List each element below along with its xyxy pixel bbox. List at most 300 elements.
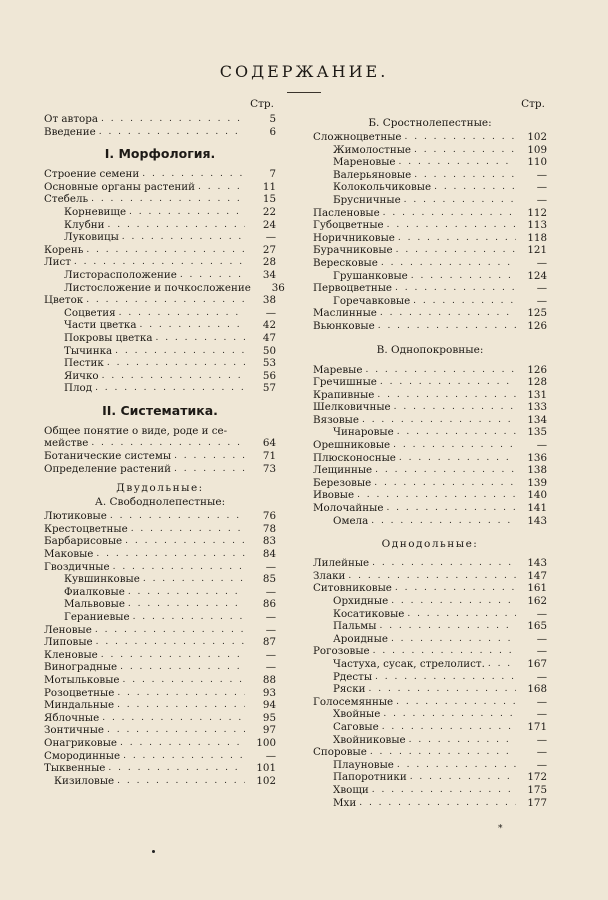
toc-entry-page: 161 [527,582,547,595]
leader-dots [96,548,245,561]
leader-dots [133,611,245,624]
leader-dots [380,376,516,389]
toc-entry [313,401,547,414]
toc-entry [44,737,276,750]
toc-entry [44,126,276,139]
leader-dots [375,671,516,684]
toc-entry-page: 135 [527,426,547,439]
toc-entry-page: 50 [262,344,276,357]
toc-entry-title: Яблочные [44,711,100,724]
toc-entry [313,489,547,502]
leader-dots [155,332,245,345]
leader-dots [407,608,516,621]
toc-entry-page: — [265,749,276,762]
toc-entry-title: Березовые [313,476,372,489]
toc-entry [44,598,276,611]
toc-entry-page: 93 [262,686,276,699]
leader-dots [110,510,245,523]
toc-entry [313,477,547,490]
toc-entry-title: Соцветия [64,306,116,319]
leader-dots [117,687,245,700]
leader-dots [380,307,516,320]
toc-entry [44,762,276,775]
toc-entry-page: — [536,168,547,181]
toc-entry [313,570,547,583]
toc-entry [44,687,276,700]
toc-entry-title: Маковые [44,548,94,561]
toc-entry-title: Крапивные [313,388,375,401]
toc-entry-page: 102 [256,774,276,787]
leader-dots [128,598,245,611]
page-column-label: Стр. [521,98,545,110]
toc-entry-page: — [536,670,547,683]
toc-entry [313,439,547,452]
fused-petal-list [313,131,547,333]
toc-entry-title: Листосложение и почкосложение [64,281,251,294]
toc-entry-title: Жимолостные [333,143,411,156]
free-petal-list [44,510,276,787]
toc-entry-page: 56 [262,369,276,382]
toc-entry-title: От автора [44,113,98,125]
toc-entry-title: Злаки [313,569,346,582]
leader-dots [370,746,516,759]
toc-entry [313,671,547,684]
leader-dots [122,231,245,244]
toc-entry [44,450,276,463]
systematics-list [44,437,276,475]
toc-entry [44,307,276,320]
toc-entry-page: 110 [527,156,547,169]
footnote-mark: * [498,824,503,834]
toc-entry-page: — [536,632,547,645]
toc-entry-page: 128 [527,376,547,389]
toc-entry-page: — [265,648,276,661]
leader-dots [409,734,516,747]
toc-entry-page: 139 [527,476,547,489]
leader-dots [399,156,516,169]
toc-entry [44,437,276,450]
toc-entry-page: — [536,439,547,452]
morphology-list [44,168,285,395]
toc-entry-page: 7 [269,168,276,181]
leader-dots [375,464,516,477]
toc-entry-page: — [536,282,547,295]
toc-entry-page: 11 [262,180,276,193]
toc-entry-page: — [536,695,547,708]
leader-dots [91,437,245,450]
toc-entry-title: Хвойниковые [333,733,406,746]
toc-entry-page: 42 [262,319,276,332]
toc-entry [44,535,276,548]
toc-entry [313,270,547,283]
toc-entry-title: Гераниевые [64,611,130,623]
toc-entry-page: 109 [527,143,547,156]
toc-entry-page: — [536,733,547,746]
toc-entry-page: 22 [262,205,276,218]
toc-entry-title: Корневище [64,205,127,218]
leader-dots [86,244,245,257]
leader-dots [174,463,245,476]
toc-entry-title: Листорасположение [64,268,177,281]
toc-entry [44,724,276,737]
toc-entry-title: Фиалковые [64,585,125,598]
toc-entry [313,464,547,477]
leader-dots [373,645,516,658]
toc-entry-page: — [265,623,276,636]
toc-entry-page: 126 [527,319,547,332]
toc-entry-page: 83 [262,535,276,548]
toc-entry [44,345,276,358]
leader-dots [369,683,517,696]
toc-entry-title: Клубни [64,218,105,231]
toc-entry-title: Горечавковые [333,294,411,307]
toc-entry-page: 138 [527,464,547,477]
monocot-list [313,557,547,809]
leader-dots [398,232,516,245]
leader-dots [102,370,245,383]
toc-entry [313,595,547,608]
toc-entry [44,294,276,307]
leader-dots [113,561,245,574]
toc-entry-title: Гвоздичные [44,560,110,573]
leader-dots [115,345,245,358]
leader-dots [488,658,516,671]
toc-entry-title: Омела [333,514,369,527]
right-column [313,98,547,809]
leader-dots [174,450,245,463]
leader-dots [99,126,245,139]
toc-entry-title: Ивовые [313,489,355,502]
leader-dots [434,181,516,194]
toc-entry-title: Бурачниковые [313,244,393,257]
toc-entry-page: — [536,193,547,206]
toc-entry-page: 78 [262,522,276,535]
toc-entry-page: — [265,661,276,674]
leader-dots [383,207,516,220]
leader-dots [397,426,516,439]
toc-entry [313,194,547,207]
toc-entry-page: 27 [262,243,276,256]
toc-entry-page: 101 [256,762,276,775]
toc-entry-page: 85 [262,573,276,586]
toc-entry-page: 86 [262,598,276,611]
toc-entry-page: 97 [262,724,276,737]
toc-entry [313,797,547,810]
leader-dots [399,452,516,465]
toc-entry-title: Рогозовые [313,645,370,658]
leader-dots [123,750,245,763]
toc-entry [44,661,276,674]
toc-entry [44,548,276,561]
toc-entry-page: 113 [527,219,547,232]
leader-dots [413,295,516,308]
leader-dots [131,523,245,536]
toc-entry [44,357,276,370]
toc-entry [313,502,547,515]
toc-entry-title: Мареновые [333,156,396,169]
fused-petal-heading: Б. Сростнолепестные: [368,117,492,129]
monochlamydeae-heading: В. Однопокровные: [376,343,484,356]
leader-dots [348,570,516,583]
toc-entry [44,219,276,232]
leader-dots [119,307,245,320]
toc-entry-page: 94 [262,699,276,712]
toc-entry [44,168,276,181]
toc-entry [44,699,276,712]
leader-dots [95,382,245,395]
toc-entry [44,463,276,476]
toc-entry-title: Мальвовые [64,598,125,611]
toc-entry-title: Губоцветные [313,219,384,232]
toc-entry-page: 143 [527,514,547,527]
toc-entry-title: Сложноцветные [313,131,402,143]
title-rule [287,92,321,93]
toc-entry [313,759,547,772]
toc-entry-page: 102 [527,131,547,143]
toc-entry [313,232,547,245]
toc-entry [313,515,547,528]
toc-entry [313,244,547,257]
toc-entry-page: — [536,708,547,721]
toc-entry-page: 125 [527,307,547,320]
leader-dots [101,113,245,126]
toc-entry [313,169,547,182]
toc-entry-title: Зонтичные [44,724,104,737]
leader-dots [101,649,245,662]
toc-entry-page: — [265,611,276,623]
toc-entry [313,658,547,671]
leader-dots [117,775,245,788]
toc-entry [313,608,547,621]
leader-dots [107,724,245,737]
toc-entry-title: Орешниковые [313,439,391,452]
leader-dots [377,389,516,402]
toc-entry-page: 147 [527,569,547,582]
toc-entry-page: 73 [262,462,276,475]
leader-dots [374,477,516,490]
toc-entry-page: 124 [527,269,547,282]
toc-entry-page: 24 [262,218,276,231]
toc-entry-page: 88 [262,673,276,686]
toc-entry-title: Чинаровые [333,426,394,439]
toc-entry-page: 36 [271,281,285,294]
leader-dots [128,586,245,599]
toc-entry-title: Тыквенные [44,762,106,775]
leader-dots [397,759,516,772]
leader-dots [123,674,245,687]
leader-dots [362,414,516,427]
toc-entry [313,557,547,570]
toc-entry-title: Розоцветные [44,686,115,699]
leader-dots [198,181,245,194]
toc-entry [313,282,547,295]
toc-entry [313,131,547,144]
toc-entry-title: Лещинные [313,464,373,477]
dicot-heading: Двудольные: [116,482,204,495]
toc-entry [313,645,547,658]
toc-entry-page: 95 [262,711,276,724]
toc-entry [44,206,276,219]
toc-entry [313,734,547,747]
toc-entry [44,611,276,624]
leader-dots [108,762,245,775]
free-petal-heading: А. Свободнолепестные: [94,496,226,509]
leader-dots [120,737,245,750]
toc-entry [44,382,276,395]
toc-entry-title: Барбарисовые [44,535,123,548]
toc-entry-title: Гречишные [313,376,377,389]
leader-dots [411,270,516,283]
toc-entry-title: Частуха, сусак, стрелолист. [333,657,485,670]
toc-entry-page: 121 [527,244,547,257]
toc-entry-page: 165 [527,620,547,633]
toc-entry-title: Ароидные [333,632,388,645]
toc-entry-page: 5 [269,113,276,125]
toc-entry-title: Колокольчиковые [333,181,432,194]
toc-entry [44,181,276,194]
leader-dots [371,515,516,528]
toc-entry-page: 87 [262,636,276,649]
toc-entry [313,582,547,595]
toc-entry-title: Цветок [44,294,84,307]
toc-entry-page: 175 [527,783,547,796]
toc-entry-page: 143 [527,557,547,570]
leader-dots [395,582,516,595]
toc-entry [44,193,276,206]
toc-entry-page: 140 [527,489,547,502]
toc-entry [313,696,547,709]
leader-dots [396,244,516,257]
toc-entry-title: Первоцветные [313,282,393,295]
toc-entry-title: Пальмы [333,620,377,633]
toc-entry-title: Плюсконосные [313,451,396,464]
monochlamydeae-list [313,364,547,528]
leader-dots [359,797,516,810]
leader-dots [382,721,516,734]
toc-entry [313,721,547,734]
toc-entry-title: Основные органы растений [44,180,196,193]
toc-entry [44,649,276,662]
leader-dots [394,401,516,414]
toc-entry-page: 57 [262,382,276,395]
toc-entry-page: 168 [527,683,547,696]
toc-entry-page: 131 [527,388,547,401]
leader-dots [395,282,516,295]
leader-dots [91,193,245,206]
toc-entry-title: Плауновые [333,758,394,771]
leader-dots [372,557,516,570]
toc-entry [313,771,547,784]
toc-entry [313,784,547,797]
leader-dots [410,771,516,784]
toc-entry-page: 64 [262,437,276,450]
toc-entry-title: Липовые [44,636,93,649]
toc-entry-title: Кувшинковые [64,573,140,586]
toc-entry-title: Стебель [44,193,89,206]
toc-entry-title: Вересковые [313,256,378,269]
toc-entry-title: Введение [44,125,96,138]
toc-entry-title: Молочайные [313,502,384,515]
toc-entry-title: Ряски [333,683,366,696]
toc-entry [313,156,547,169]
toc-entry-title: Вязовые [313,413,359,426]
leader-dots [381,257,516,270]
toc-entry [313,708,547,721]
toc-entry [313,683,547,696]
toc-entry-page: 162 [527,595,547,607]
toc-entry-title: Кизиловые [54,774,115,787]
toc-entry-page: — [536,758,547,771]
toc-entry-page: — [265,306,276,319]
leader-dots [387,219,516,232]
toc-entry [44,636,276,649]
toc-entry-page: 167 [527,657,547,670]
toc-entry-title: Виноградные [44,661,118,674]
toc-entry [313,364,547,377]
toc-entry-title: Рдесты [333,670,373,683]
toc-entry-title: Папоротники [333,771,407,784]
leader-dots [125,535,245,548]
toc-entry-page: 38 [262,294,276,307]
toc-entry [313,620,547,633]
toc-entry [313,307,547,320]
toc-entry-page: 53 [262,357,276,370]
toc-entry-page: 71 [262,450,276,463]
toc-entry-line: Общее понятие о виде, роде и се- [44,424,228,437]
toc-entry-title: Голосемянные [313,695,394,708]
toc-entry-title: Онагриковые [44,736,118,749]
toc-entry-page: 171 [527,720,547,733]
toc-entry-title: Орхидные [333,595,389,607]
toc-entry-title: Миндальные [44,699,115,712]
leader-dots [393,439,516,452]
toc-entry-title: Покровы цветка [64,331,153,344]
toc-entry-page: — [536,294,547,307]
toc-entry-page: 141 [527,502,547,515]
toc-entry-title: Смородинные [44,749,121,762]
monocot-heading: Однодольные: [381,538,479,551]
toc-entry-page: 136 [527,451,547,464]
leader-dots [117,699,245,712]
toc-entry [313,295,547,308]
toc-entry [44,370,276,383]
toc-entry [44,523,276,536]
toc-entry-title: Крестоцветные [44,522,128,535]
leader-dots [383,708,516,721]
toc-entry-page: 76 [262,510,276,523]
leader-dots [96,636,245,649]
toc-entry-title: Саговые [333,720,379,733]
toc-entry-title: Мотыльковые [44,673,120,686]
toc-entry [44,332,276,345]
print-mark [152,850,155,853]
toc-entry [44,573,276,586]
toc-entry-page: 28 [262,256,276,269]
leader-dots [372,784,516,797]
toc-entry [313,389,547,402]
toc-entry [313,414,547,427]
toc-entry [44,561,276,574]
section-systematics-heading: II. Систематика. [102,402,218,418]
toc-entry-title: Валерьяновые [333,168,412,181]
leader-dots [365,364,516,377]
toc-entry-page: 84 [262,548,276,561]
toc-entry-page: — [265,585,276,598]
toc-entry-title: Луковицы [64,231,119,244]
leader-dots [143,573,245,586]
toc-entry-page: — [265,560,276,573]
toc-entry-page: 15 [262,193,276,206]
